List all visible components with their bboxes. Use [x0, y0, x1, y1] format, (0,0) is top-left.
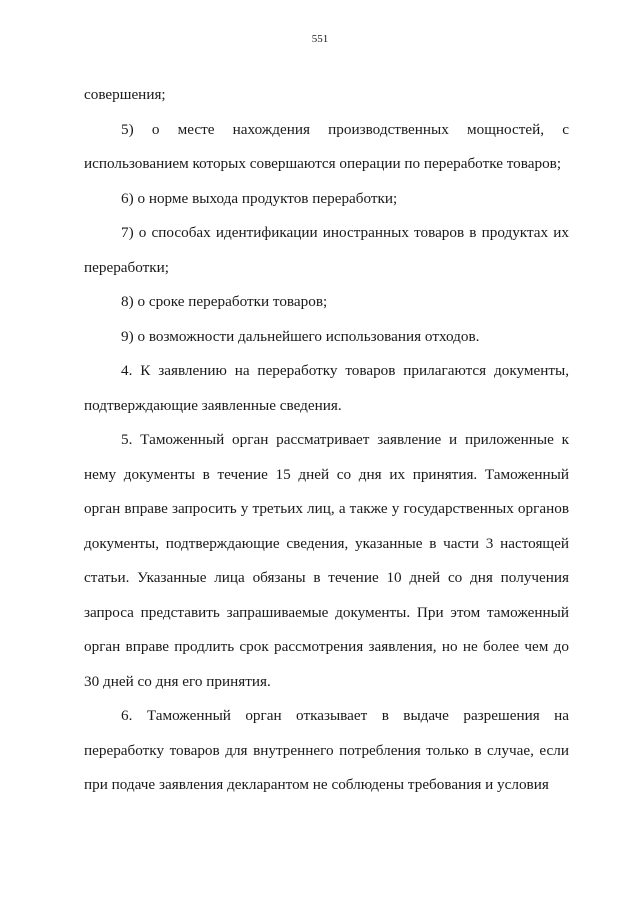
paragraph-clause-5: 5. Таможенный орган рассматривает заявление и приложенные к нему документы в течение 15 дней со дня их принятия. Таможенный орган вправе запросить у третьих лиц, а также у государственных органов документы, подтверждающие сведения, указанные в части 3 настоящей статьи. Указанные лица обязаны в течение 10 дней со дня получения запроса представить запрашиваемые документы. При этом таможенный орган вправе продлить срок рассмотрения заявления, но не более чем до 30 дней со дня его принятия. — [84, 431, 569, 690]
paragraph-item-9: 9) о возможности дальнейшего использования отходов. — [121, 327, 480, 345]
paragraph-clause-6: 6. Таможенный орган отказывает в выдаче разрешения на переработку товаров для внутреннего потребления только в случае, если при подаче заявления декларантом не соблюдены требования и условия — [84, 707, 569, 793]
paragraph-continuation: совершения; — [84, 86, 166, 103]
paragraph-item-5: 5) о месте нахождения производственных мощностей, с использованием которых совершаются операции по переработке товаров; — [84, 120, 569, 172]
paragraph-item-8: 8) о сроке переработки товаров; — [121, 293, 328, 310]
paragraph-clause-4: 4. К заявлению на переработку товаров прилагаются документы, подтверждающие заявленные сведения. — [84, 362, 569, 414]
paragraph-item-6: 6) о норме выхода продуктов переработки; — [121, 189, 398, 207]
document-body — [84, 78, 569, 803]
page-number: 551 — [311, 33, 329, 45]
paragraph-item-7: 7) о способах идентификации иностранных товаров в продуктах их переработки; — [84, 224, 569, 276]
